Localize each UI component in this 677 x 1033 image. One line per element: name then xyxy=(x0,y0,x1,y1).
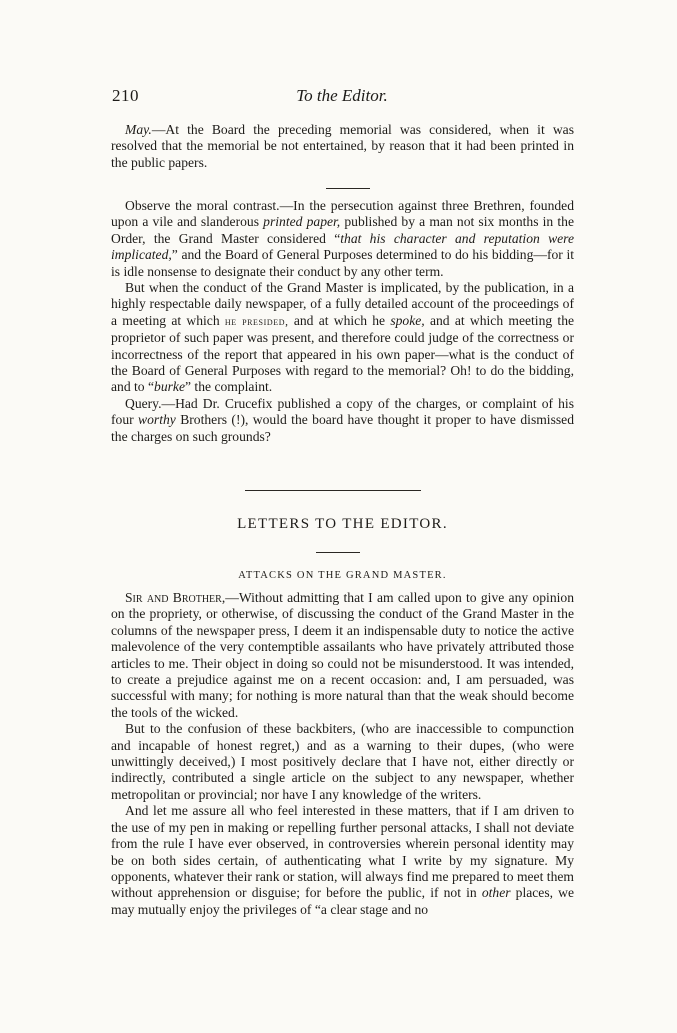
page-number: 210 xyxy=(112,86,139,105)
paragraph-conduct: But when the conduct of the Grand Master is implicated, by the publication, in a highly respectable daily newspaper, of a fully detailed account of the proceedings of a meeting at which he presided, and at which he spoke, and at which meeting the proprietor of such paper was present, and therefore could judge of the correctness or incorrectness of the report that appeared in his own paper—what is the conduct of the Board of General Purposes with regard to the memorial? Oh! to do the bidding, and to “burke” the complaint. xyxy=(111,280,575,395)
short-divider xyxy=(326,188,370,189)
section-heading: LETTERS TO THE EDITOR. xyxy=(237,516,448,532)
letter-paragraph-3: And let me assure all who feel interested in these matters, that if I am driven to the use of my pen in making or repelling further personal attacks, I shall not deviate from the rule I have ever observed, in controversies wherein personal identity may be on both sides certain, of authenticating what I write by my signature. My opponents, whatever their rank or station, will always find me prepared to meet them without apprehension or disguise; for before the public, if not in other places, we may mutually enjoy the privileges of “a clear stage and no xyxy=(111,803,574,917)
letter-body xyxy=(111,590,574,918)
paragraph-may: May.—At the Board the preceding memorial was considered, when it was resolved that the memorial be not entertained, by reason that it had been printed in the public papers. xyxy=(111,122,574,170)
short-divider xyxy=(316,552,360,553)
section-divider xyxy=(245,490,421,491)
paragraph-lead: May. xyxy=(125,122,152,137)
article-subheading: ATTACKS ON THE GRAND MASTER. xyxy=(238,570,447,581)
paragraph-query: Query.—Had Dr. Crucefix published a copy of the charges, or complaint of his four worthy Brothers (!), would the board have thought it proper to have dismissed the charges on such grounds? xyxy=(111,395,574,444)
paragraph-moral-contrast: Observe the moral contrast.—In the persecution against three Brethren, founded upon a vile and slanderous printed paper, published by a man not six months in the Order, the Grand Master considered “that his character and reputation were implicated,” and the Board of General Purposes determined to do his bidding—for it is idle nonsense to designate their conduct by any other term. xyxy=(111,198,574,279)
running-title: To the Editor. xyxy=(296,86,388,105)
commentary xyxy=(111,198,574,445)
letter-paragraph-1: Sir and Brother,—Without admitting that I am called upon to give any opinion on the propriety, or otherwise, of discussing the conduct of the Grand Master in the columns of the newspaper press, I deem it an indispensable duty to notice the active malevolence of the very contemptible assailants who have privately attributed those articles to me. Their object in doing so could not be misunderstood. It was intended, to create a prejudice against me on a recent occasion: and, I am persuaded, was successful with many; for nothing is more natural than that the weak should become the tools of the wicked. xyxy=(111,590,574,720)
salutation: Sir and Brother, xyxy=(125,590,226,605)
memorial-note xyxy=(111,122,574,171)
letter-paragraph-2: But to the confusion of these backbiters, (who are inaccessible to compunction and incapable of honest regret,) and as a warning to their dupes, (who were unwittingly deceived,) I most positively declare that I have not, either directly or indirectly, contributed a single article on the subject to any newspaper, whether metropolitan or provincial; nor have I any knowledge of the writers. xyxy=(111,721,574,802)
page-header xyxy=(112,86,572,112)
